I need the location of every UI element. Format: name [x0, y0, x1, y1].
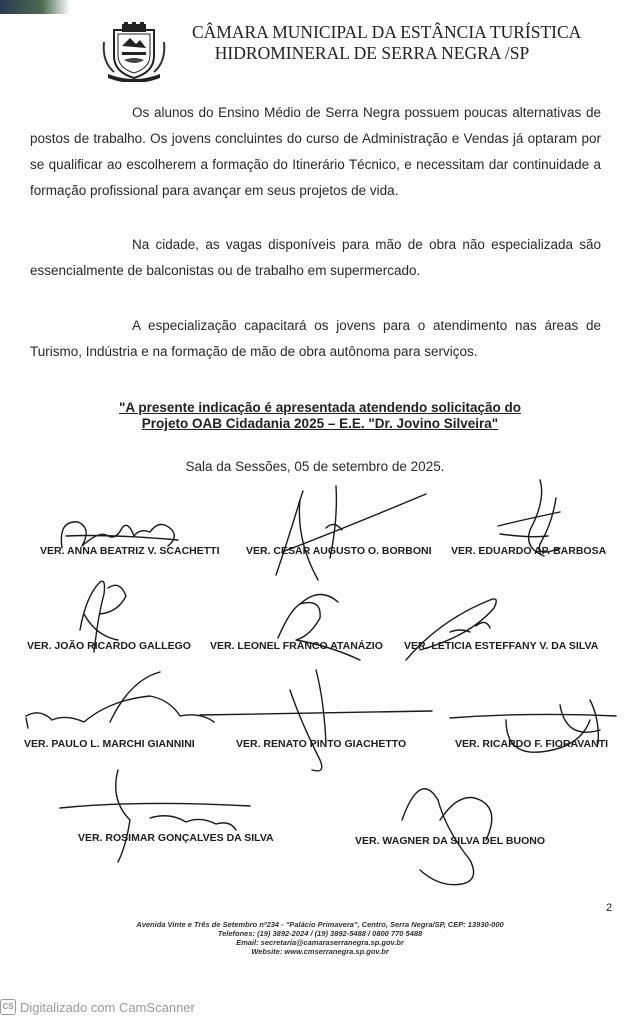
session-date: Sala da Sessões, 05 de setembro de 2025. [185, 459, 445, 474]
camscanner-watermark [0, 998, 195, 1016]
scan-edge-strip [0, 0, 70, 14]
councilor-name: VER. WAGNER DA SILVA DEL BUONO [355, 835, 545, 847]
councilor-name: VER. EDUARDO AP. BARBOSA [451, 545, 607, 557]
signature-stroke [200, 670, 432, 771]
footer-address: Avenida Vinte e Três de Setembro nº234 - "Palácio Primavera", Centro, Serra Negra/SP, CEP: 13930-000 [136, 920, 504, 929]
watermark-label: Digitalizado com CamScanner [20, 999, 195, 1015]
councilor-name: VER. LEONEL FRANCO ATANÁZIO [210, 640, 383, 652]
signature-stroke [276, 486, 426, 580]
councilor-name: VER. PAULO L. MARCHI GIANNINI [24, 738, 195, 750]
councilor-name: VER. CESAR AUGUSTO O. BORBONI [246, 545, 432, 557]
councilor-name: VER. LETICIA ESTEFFANY V. DA SILVA [404, 640, 599, 652]
chamber-name-line2: HIDROMINERAL DE SERRA NEGRA /SP [214, 43, 530, 63]
paragraph-2-text: Na cidade, as vagas disponíveis para mão de obra não especializada são essencialmente de balconistas ou de trabalho em supermercado. [30, 237, 601, 278]
municipal-crest-icon [100, 22, 168, 82]
request-line2: Projeto OAB Cidadania 2025 – E.E. "Dr. Jovino Silveira" [141, 416, 499, 431]
councilor-name: VER. ROSIMAR GONÇALVES DA SILVA [78, 832, 274, 844]
letterhead [100, 22, 582, 82]
footer-website: Website: www.cmserranegra.sp.gov.br [251, 947, 389, 956]
councilor-name: VER. ANNA BEATRIZ V. SCACHETTI [40, 545, 220, 557]
chamber-name [192, 22, 582, 64]
paragraph-jobs [30, 232, 601, 284]
footer-phones: Telefones: (19) 3892-2024 / (19) 3892-5488 / 0800 770 5488 [217, 929, 423, 938]
page-number: 2 [606, 902, 613, 914]
request-line1: "A presente indicação é apresentada atendendo solicitação do [118, 400, 522, 415]
paragraph-students [30, 100, 601, 204]
chamber-name-line1: CÂMARA MUNICIPAL DA ESTÂNCIA TURÍSTICA [192, 22, 582, 42]
councilor-name: VER. JOÃO RICARDO GALLEGO [27, 640, 191, 652]
footer-contact [80, 920, 560, 956]
councilor-name: VER. RICARDO F. FIORAVANTI [455, 738, 609, 750]
councilor-name: VER. RENATO PINTO GIACHETTO [236, 738, 407, 750]
footer-email: Email: secretaria@camaraserranegra.sp.gov.br [236, 938, 404, 947]
signature-stroke [60, 770, 250, 862]
paragraph-3-text: A especialização capacitará os jovens para o atendimento nas áreas de Turismo, Indústria e na formação de mão de obra autônoma para serviços. [30, 318, 601, 359]
request-statement [110, 400, 530, 432]
paragraph-1-text: Os alunos do Ensino Médio de Serra Negra possuem poucas alternativas de postos de trabalho. Os jovens concluintes do curso de Administração e Vendas já optaram por se qualificar ao escolherem a formação do Itinerário Técnico, e necessitam dar continuidade a formação profissional para avançar em seus projetos de vida. [30, 105, 601, 198]
paragraph-specialization [30, 313, 601, 365]
camscanner-icon: CS [0, 999, 16, 1015]
signature-stroke [26, 672, 214, 728]
